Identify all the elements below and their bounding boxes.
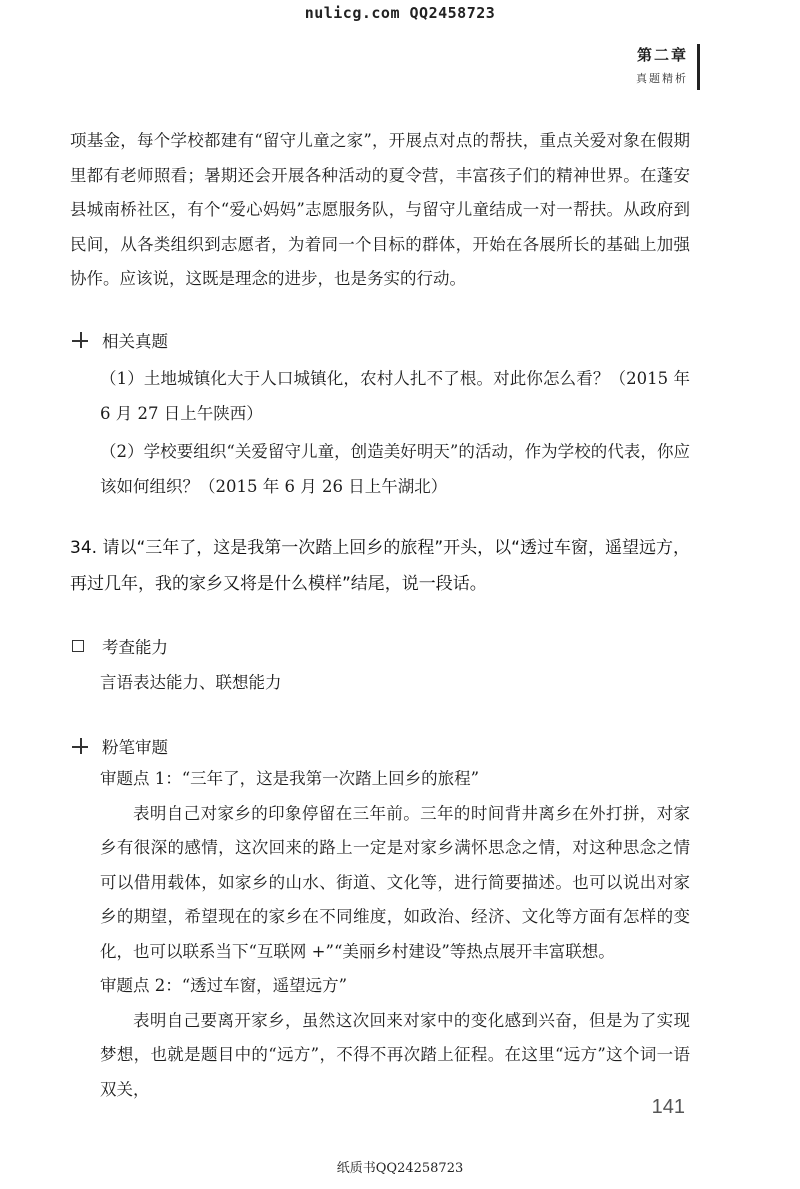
page-number: 141: [651, 1096, 685, 1118]
chapter-header: [636, 44, 688, 86]
chapter-subtitle: 真题精析: [636, 72, 688, 85]
analysis-section: [70, 734, 690, 1107]
section-cross-icon: [70, 330, 90, 350]
question-block: [70, 530, 690, 602]
analysis-heading-row: [70, 734, 690, 758]
intro-paragraph: 项基金，每个学校都建有“留守儿童之家”，开展点对点的帮扶，重点关爱对象在假期里都有老师照看；暑期还会开展各种活动的夏令营，丰富孩子们的精神世界。在蓬安县城南桥社区，有个“爱心妈妈”志愿服务队，与留守儿童结成一对一帮扶。从政府到民间，从各类组织到志愿者，为着同一个目标的群体，开始在各展所长的基础上加强协作。应该说，这既是理念的进步，也是务实的行动。: [70, 131, 690, 288]
ability-heading-row: [70, 634, 690, 658]
chapter-title: 第二章: [636, 46, 688, 64]
analysis-point1-title: 审题点 1：“三年了，这是我第一次踏上回乡的旅程”: [100, 769, 480, 788]
related-section: [70, 328, 690, 504]
section-box-icon: [70, 636, 90, 656]
related-heading-row: [70, 328, 690, 352]
analysis-heading: 粉笔审题: [102, 738, 168, 757]
header-rule: [697, 44, 700, 90]
analysis-point2-text: 表明自己要离开家乡，虽然这次回来对家中的变化感到兴奋，但是为了实现梦想，也就是题目中的“远方”，不得不再次踏上征程。在这里“远方”这个词一语双关，: [100, 1010, 690, 1099]
intro-block: [70, 124, 690, 297]
related-heading: 相关真题: [102, 332, 168, 351]
section-cross-icon: [70, 736, 90, 756]
ability-heading: 考查能力: [102, 638, 168, 657]
related-item-2: （2）学校要组织“关爱留守儿童，创造美好明天”的活动，作为学校的代表，你应该如何组织？（2015 年 6 月 26 日上午湖北）: [100, 442, 690, 496]
ability-text: 言语表达能力、联想能力: [100, 673, 282, 692]
analysis-point2-title: 审题点 2：“透过车窗，遥望远方”: [100, 976, 348, 995]
analysis-point1-text: 表明自己对家乡的印象停留在三年前。三年的时间背井离乡在外打拼，对家乡有很深的感情，这次回来的路上一定是对家乡满怀思念之情，对这种思念之情可以借用载体，如家乡的山水、街道、文化等，进行简要描述。也可以说出对家乡的期望，希望现在的家乡在不同维度，如政治、经济、文化等方面有怎样的变化，也可以联系当下“互联网 +”“美丽乡村建设”等热点展开丰富联想。: [100, 803, 690, 961]
top-watermark: nulicg.com QQ2458723: [304, 4, 496, 22]
related-item-1: （1）土地城镇化大于人口城镇化，农村人扎不了根。对此你怎么看？（2015 年 6 月 27 日上午陕西）: [100, 369, 690, 423]
question-text: 34. 请以“三年了，这是我第一次踏上回乡的旅程”开头，以“透过车窗，遥望远方，再过几年，我的家乡又将是什么模样”结尾，说一段话。: [70, 538, 690, 594]
ability-section: [70, 634, 690, 701]
bottom-watermark: 纸质书QQ24258723: [336, 1161, 464, 1176]
